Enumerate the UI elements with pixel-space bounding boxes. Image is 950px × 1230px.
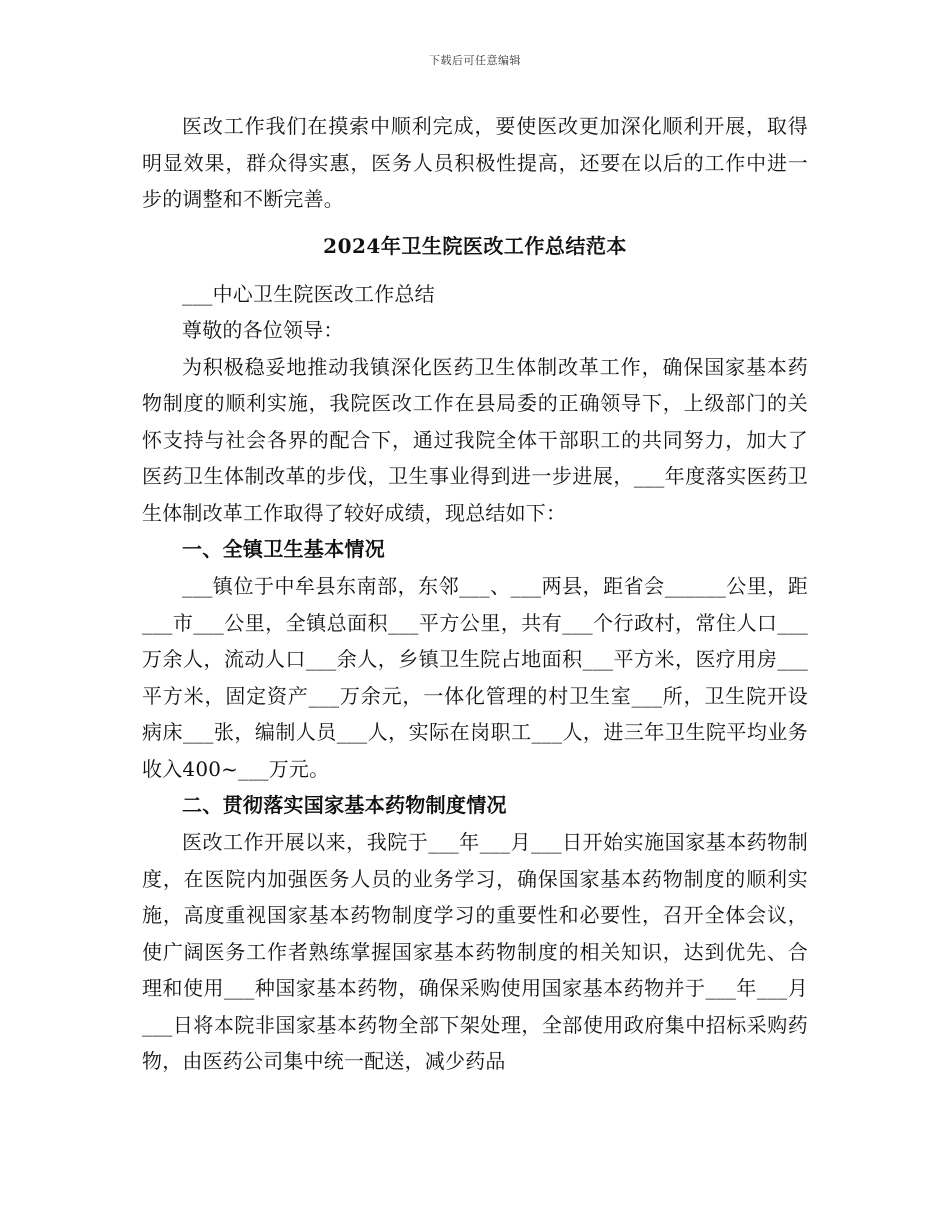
document-title: 2024年卫生院医改工作总结范本 bbox=[323, 233, 627, 258]
section1-heading: 一、全镇卫生基本情况 bbox=[182, 537, 385, 561]
salutation: 尊敬的各位领导： bbox=[182, 318, 344, 342]
section2-heading: 二、贯彻落实国家基本药物制度情况 bbox=[182, 793, 507, 817]
opening-paragraph: 为积极稳妥地推动我镇深化医药卫生体制改革工作，确保国家基本药物制度的顺利实施，我院医改工作在县局委的正确领导下，上级部门的关怀支持与社会各界的配合下，通过我院全体干部职工的共同努力，加大了医药卫生体制改革的步伐，卫生事业得到进一步进展，___年度落实医药卫生体制改革工作取得了较好成绩，现总结如下： bbox=[142, 354, 808, 525]
document-body bbox=[142, 108, 808, 1080]
intro-paragraph: 医改工作我们在摸索中顺利完成，要使医改更加深化顺利开展，取得明显效果，群众得实惠，医务人员积极性提高，还要在以后的工作中进一步的调整和不断完善。 bbox=[142, 114, 808, 211]
section2-paragraph: 医改工作开展以来，我院于___年___月___日开始实施国家基本药物制度，在医院内加强医务人员的业务学习，确保国家基本药物制度的顺利实施，高度重视国家基本药物制度学习的重要性和必要性，召开全体会议，使广阔医务工作者熟练掌握国家基本药物制度的相关知识，达到优先、合理和使用___种国家基本药物，确保采购使用国家基本药物并于___年___月___日将本院非国家基本药物全部下架处理，全部使用政府集中招标采购药物，由医药公司集中统一配送，减少药品 bbox=[142, 830, 808, 1073]
document-subtitle: ___中心卫生院医改工作总结 bbox=[182, 281, 435, 306]
page-header-note: 下载后可任意编辑 bbox=[429, 54, 521, 67]
section1-paragraph: ___镇位于中牟县东南部，东邻___、___两县，距省会______公里，距___市___公里，全镇总面积___平方公里，共有___个行政村，常住人口___万余人，流动人口___余人，乡镇卫生院占地面积___平方米，医疗用房___平方米，固定资产___万余元，一体化管理的村卫生室___所，卫生院开设病床___张，编制人员___人，实际在岗职工___人，进三年卫生院平均业务收入400~___万元。 bbox=[142, 574, 808, 781]
